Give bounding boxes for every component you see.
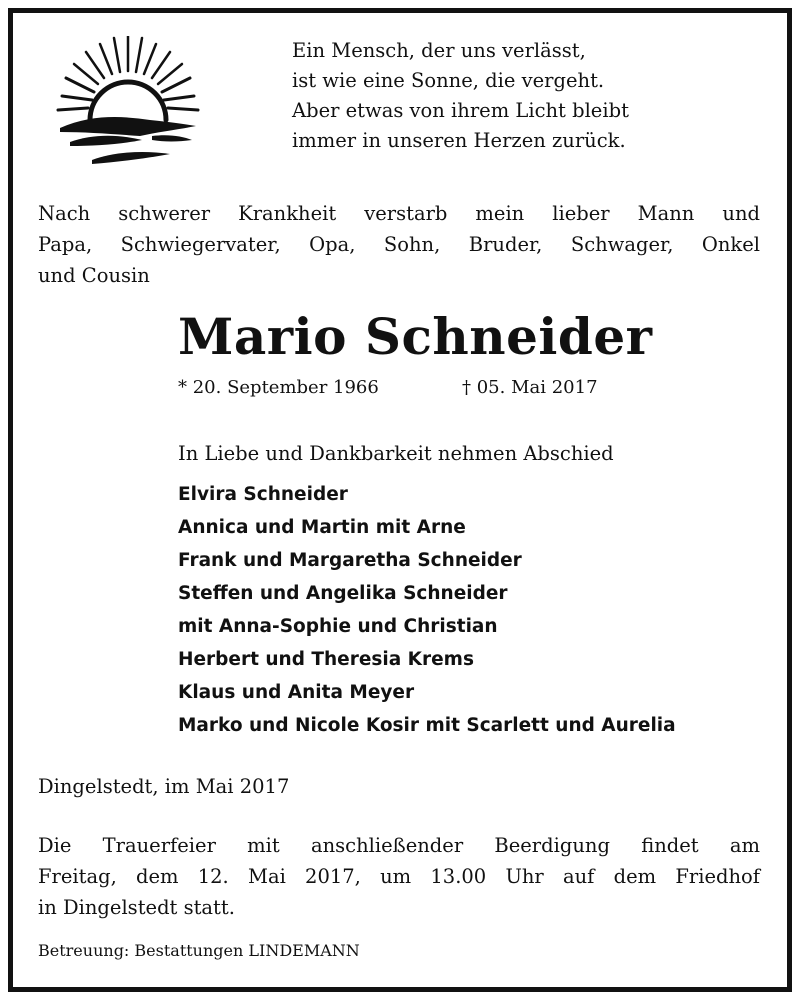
announcement-line: Papa, Schwiegervater, Opa, Sohn, Bruder, Schwager, Onkel	[38, 233, 760, 256]
farewell-line: In Liebe und Dankbarkeit nehmen Abschied	[178, 442, 614, 465]
poem	[292, 36, 629, 156]
undertaker-credit: Betreuung: Bestattungen LINDEMANN	[38, 941, 360, 960]
death-date: † 05. Mai 2017	[462, 377, 598, 398]
mourner-entry: Frank und Margaretha Schneider	[178, 550, 522, 571]
deceased-name: Mario Schneider	[178, 307, 653, 366]
mourner-entry: Annica und Martin mit Arne	[178, 517, 466, 538]
poem-line: immer in unseren Herzen zurück.	[292, 129, 626, 152]
poem-line: Aber etwas von ihrem Licht bleibt	[292, 99, 629, 122]
poem-line: Ein Mensch, der uns verlässt,	[292, 39, 586, 62]
funeral-line: in Dingelstedt statt.	[38, 896, 235, 919]
mourner-entry: mit Anna-Sophie und Christian	[178, 616, 498, 637]
mourner-entry: Klaus und Anita Meyer	[178, 682, 415, 703]
birth-date: * 20. September 1966	[178, 377, 379, 398]
mourner-entry: Herbert und Theresia Krems	[178, 649, 474, 670]
place-and-date: Dingelstedt, im Mai 2017	[38, 775, 290, 798]
mourner-entry: Steffen und Angelika Schneider	[178, 583, 508, 604]
funeral-notice	[38, 830, 760, 923]
mourner-entry: Elvira Schneider	[178, 484, 348, 505]
announcement-line: Nach schwerer Krankheit verstarb mein lieber Mann und	[38, 202, 760, 225]
funeral-line: Freitag, dem 12. Mai 2017, um 13.00 Uhr auf dem Friedhof	[38, 865, 760, 888]
funeral-line: Die Trauerfeier mit anschließender Beerdigung findet am	[38, 834, 760, 857]
poem-line: ist wie eine Sonne, die vergeht.	[292, 69, 605, 92]
announcement-line: und Cousin	[38, 264, 150, 287]
mourner-entry: Marko und Nicole Kosir mit Scarlett und Aurelia	[178, 715, 676, 736]
setting-sun-icon	[52, 36, 202, 176]
mourner-list	[178, 478, 676, 742]
death-announcement	[38, 198, 760, 291]
